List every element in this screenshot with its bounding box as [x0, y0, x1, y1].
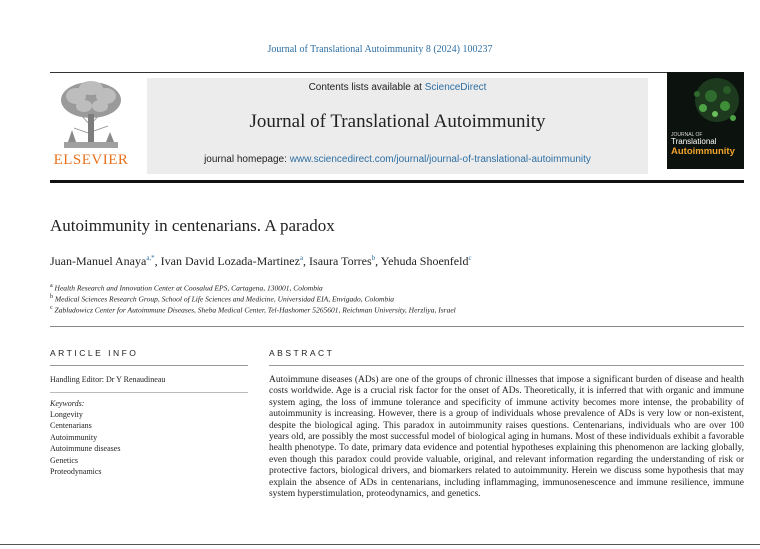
cover-line-3: Autoimmunity [671, 145, 735, 157]
contents-line [147, 82, 648, 93]
journal-citation[interactable]: Journal of Translational Autoimmunity 8 (2024) 100237 [267, 44, 493, 55]
elsevier-tree-icon [50, 78, 132, 150]
keyword-item[interactable]: Longevity [50, 410, 83, 419]
section-rule [50, 326, 744, 327]
keywords-label: Keywords: [50, 399, 85, 408]
author-name[interactable]: Ivan David Lozada-Martinez [160, 254, 300, 268]
keywords-rule [50, 392, 248, 393]
affiliation-mark: a [50, 283, 53, 289]
affiliation-a [50, 283, 323, 293]
homepage-prefix: journal homepage: [204, 154, 290, 165]
journal-title: Journal of Translational Autoimmunity [249, 111, 546, 132]
keywords-list [50, 409, 120, 477]
keyword-item[interactable]: Autoimmune diseases [50, 444, 121, 454]
author-separator: , [154, 254, 161, 268]
article-title: Autoimmunity in centenarians. A paradox [50, 216, 335, 235]
publisher-wordmark: ELSEVIER [53, 152, 129, 168]
affiliation-b [50, 294, 394, 304]
affiliation-text: Zabludowicz Center for Autoimmune Diseases, Sheba Medical Center, Tel-Hashomer 5265601, Reichman University, Herzliya, Israel [54, 305, 456, 315]
article-info-heading: ARTICLE INFO [50, 348, 139, 358]
keyword-item[interactable]: Centenarians [50, 421, 92, 431]
cover-title [671, 133, 743, 157]
page-bottom-rule [0, 544, 760, 545]
keyword-item[interactable]: Genetics [50, 455, 78, 465]
keyword-item[interactable]: Autoimmunity [50, 432, 98, 442]
cover-line-1: JOURNAL OF [671, 132, 703, 138]
author-affil-mark[interactable]: b [371, 254, 376, 262]
homepage-link[interactable]: www.sciencedirect.com/journal/journal-of-translational-autoimmunity [289, 154, 591, 165]
affiliation-text: Health Research and Innovation Center at Coosalud EPS, Cartagena, 130001, Colombia [54, 283, 323, 293]
author-affil-mark[interactable]: a,* [146, 254, 155, 262]
abstract-text: Autoimmune diseases (ADs) are one of the groups of chronic illnesses that impose a significant burden of disease and health costs worldwide. Age is a crucial risk factor for the onset of ADs. Theoretically, it is inferred that with organic and immune system aging, the loss of immune tolerance and specificity of immune activity becomes more intense, the probability of autoimmunity is increasing. However, there is a group of individuals whose prevalence of ADs is very low or non-existent, despite the biological aging. This paradox in autoimmunity raises questions. Centenarians, individuals who are over 100 years old, are possibly the most successful model of biological aging in humans. Most of these individuals exhibit a favorable health phenotype. To date, primary data evidence and potential hypotheses explaining this phenomenon are lacking globally, even though this paradox could provide valuable, original, and relevant information regarding the understanding of risk or protective factors, biological drivers, and biomarkers related to autoimmunity. Herein we discuss some hypothesis that may explain the absence of ADs in centenarians, including inflammaging, immunosenescence and immune resilience, immune system hyperstimulation, proteodynamics, and genetics. [269, 375, 744, 500]
abstract-heading: ABSTRACT [269, 348, 335, 358]
homepage-line [147, 154, 648, 165]
affiliation-mark: c [50, 305, 53, 311]
article-info-rule [50, 365, 248, 366]
handling-editor: Handling Editor: Dr Y Renaudineau [50, 375, 166, 384]
author-separator: , [303, 254, 310, 268]
affiliation-text: Medical Sciences Research Group, School of Life Sciences and Medicine, Universidad EIA, Envigado, Colombia [54, 294, 395, 304]
author-separator: , [375, 254, 381, 268]
author-name[interactable]: Juan-Manuel Anaya [50, 254, 147, 268]
author-name[interactable]: Isaura Torres [309, 254, 372, 268]
author-list [50, 254, 472, 269]
affiliation-mark: b [50, 294, 53, 300]
author-name[interactable]: Yehuda Shoenfeld [380, 254, 469, 268]
sciencedirect-link[interactable]: ScienceDirect [424, 82, 487, 93]
header-rule [50, 72, 712, 73]
author-affil-mark[interactable]: a [299, 254, 304, 262]
affiliation-c [50, 305, 456, 315]
cover-line-2: Translational [671, 137, 717, 147]
abstract-rule [269, 365, 744, 366]
keyword-item[interactable]: Proteodynamics [50, 467, 102, 477]
contents-prefix: Contents lists available at [308, 82, 425, 93]
author-affil-mark[interactable]: c [468, 254, 472, 262]
masthead-rule [50, 180, 744, 183]
